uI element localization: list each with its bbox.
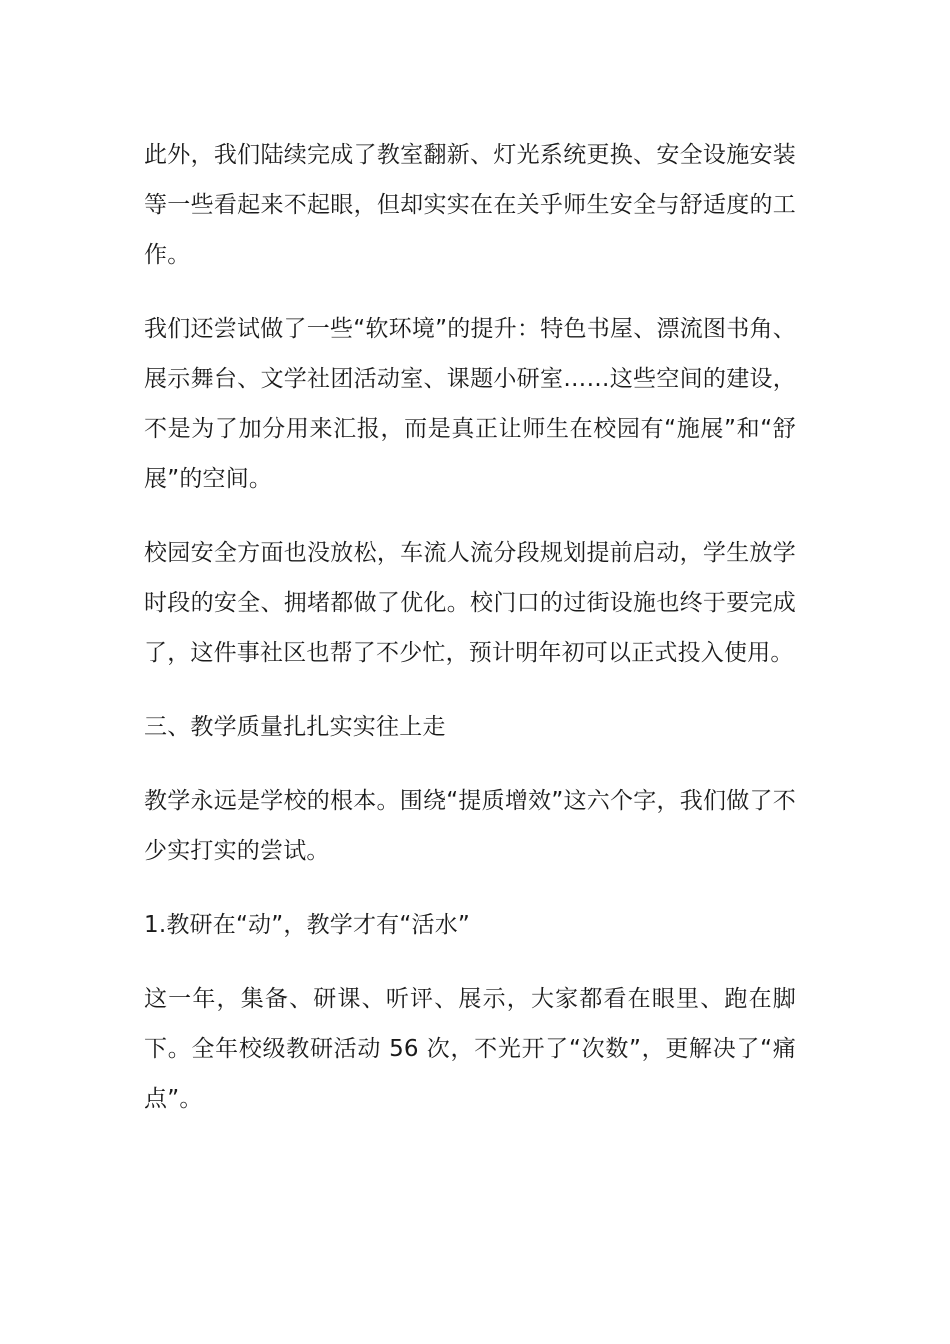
subheading-teaching-research: 1.教研在“动”，教学才有“活水” [144, 912, 471, 938]
paragraph-facility-upgrades: 此外，我们陆续完成了教室翻新、灯光系统更换、安全设施安装等一些看起来不起眼，但却实实在在关乎师生安全与舒适度的工作。 [144, 142, 796, 268]
paragraph-teaching-foundation: 教学永远是学校的根本。围绕“提质增效”这六个字，我们做了不少实打实的尝试。 [144, 788, 796, 864]
paragraph-soft-environment: 我们还尝试做了一些“软环境”的提升：特色书屋、漂流图书角、展示舞台、文学社团活动室、课题小研室……这些空间的建设，不是为了加分用来汇报，而是真正让师生在校园有“施展”和“舒展”的空间。 [144, 316, 796, 492]
document-body [144, 130, 796, 1148]
paragraph-campus-safety: 校园安全方面也没放松，车流人流分段规划提前启动，学生放学时段的安全、拥堵都做了优化。校门口的过街设施也终于要完成了，这件事社区也帮了不少忙，预计明年初可以正式投入使用。 [144, 540, 796, 666]
section-heading-teaching-quality: 三、教学质量扎扎实实往上走 [144, 714, 446, 740]
paragraph-research-activities: 这一年，集备、研课、听评、展示，大家都看在眼里、跑在脚下。全年校级教研活动 56 次，不光开了“次数”，更解决了“痛点”。 [144, 986, 796, 1112]
